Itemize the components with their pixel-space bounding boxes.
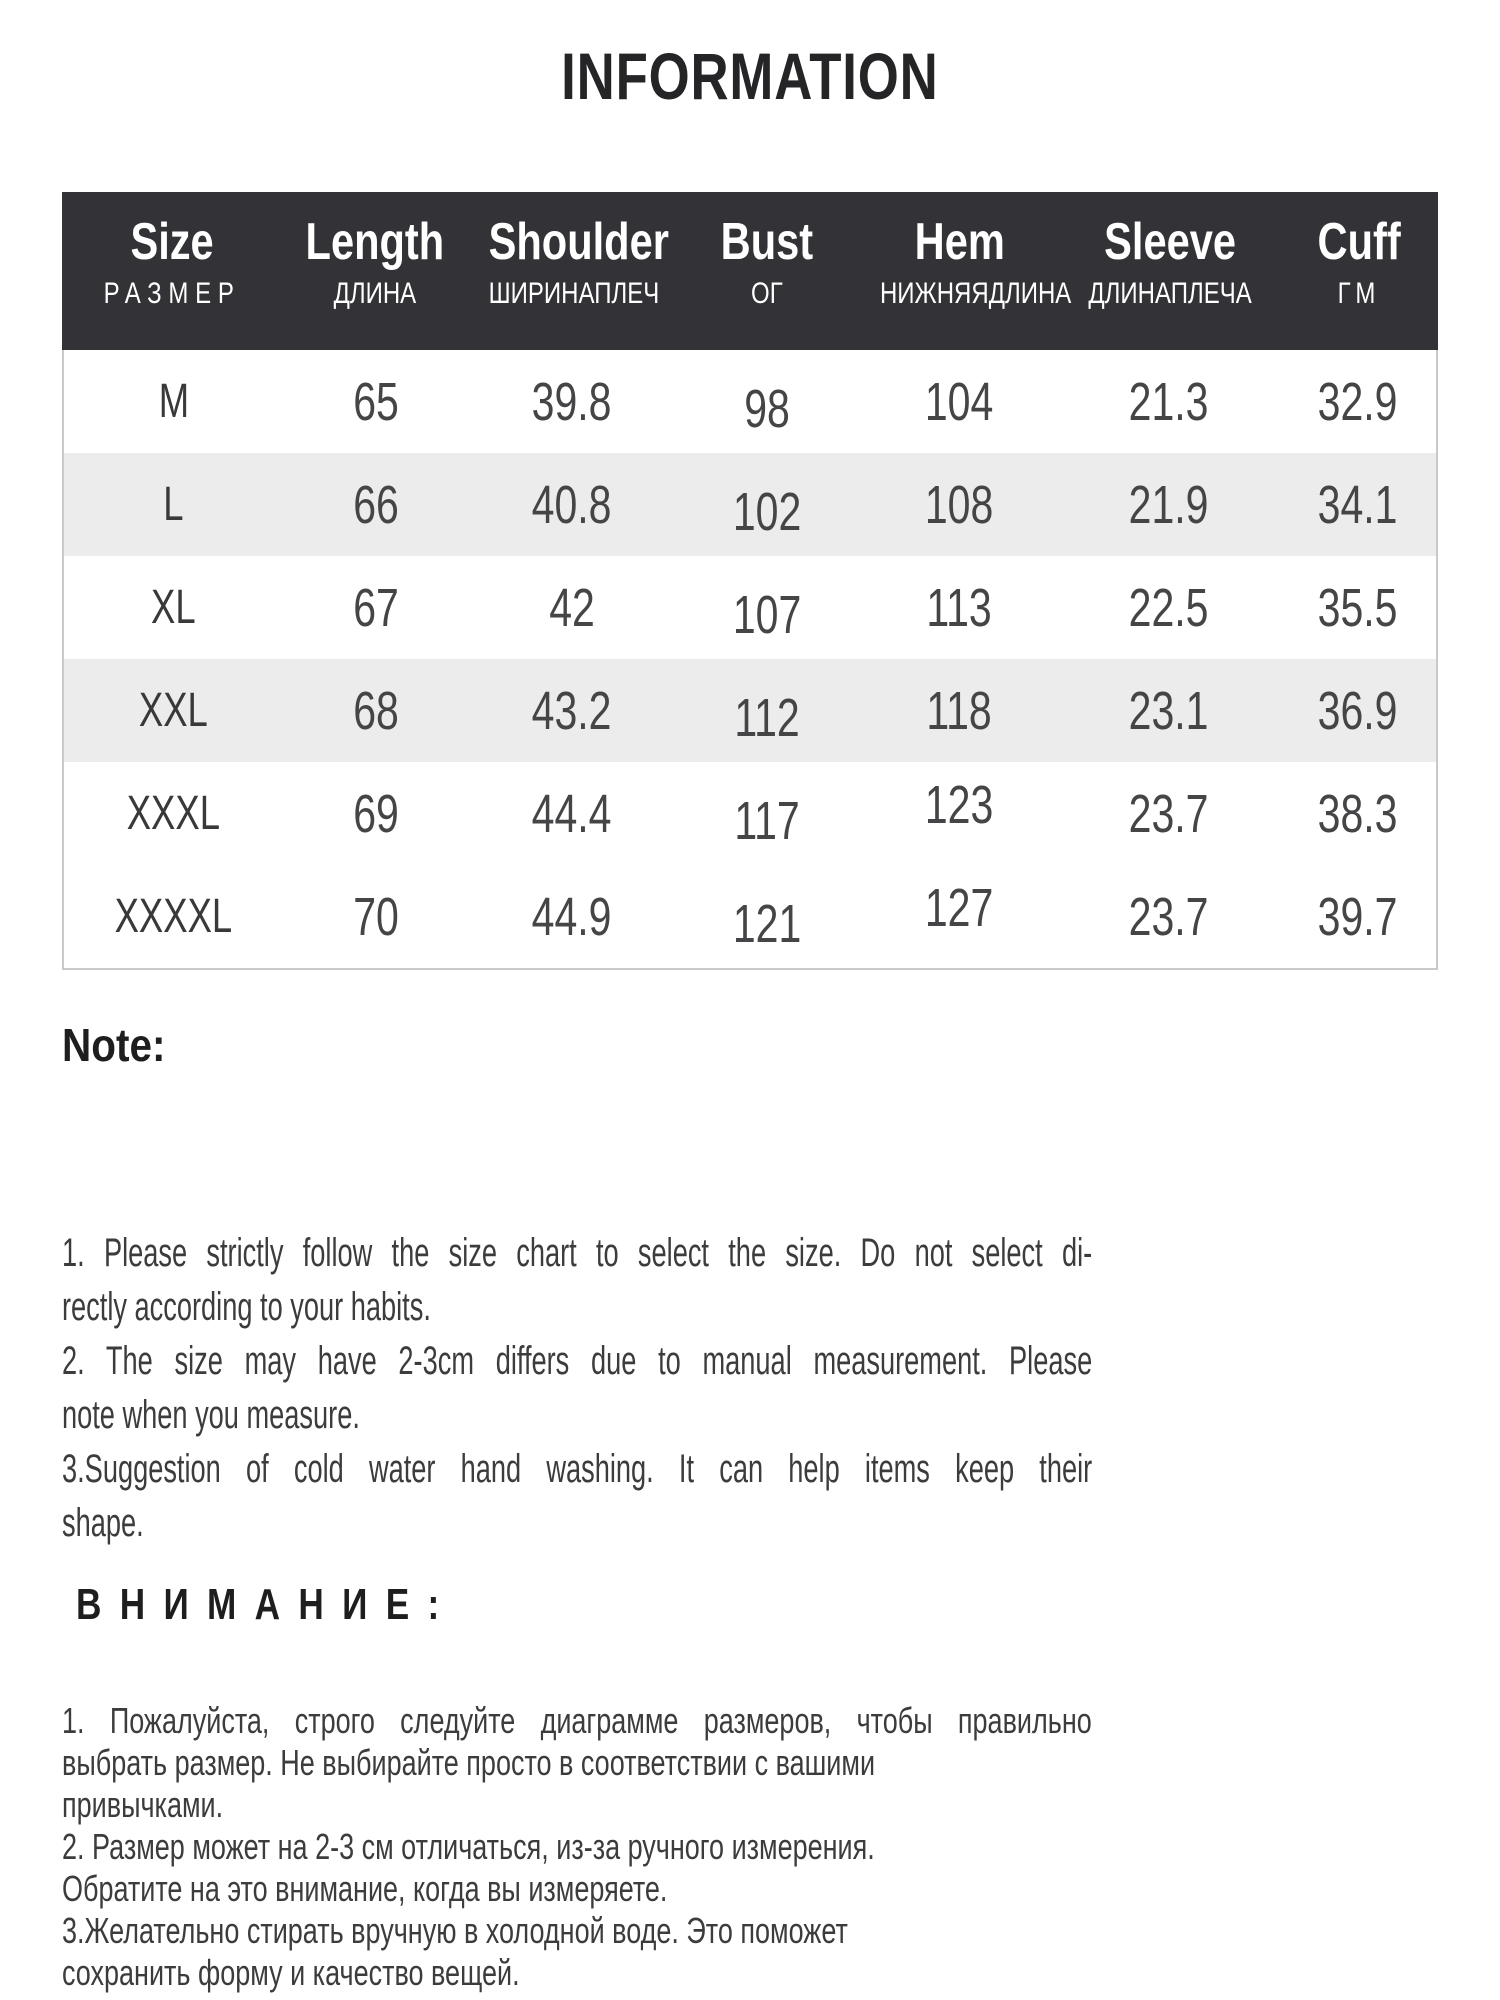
value-cell bbox=[1059, 577, 1279, 639]
value-cell bbox=[469, 474, 675, 536]
value-cell bbox=[469, 680, 675, 742]
column-label-ru: ШИРИНАПЛЕЧ bbox=[488, 277, 660, 310]
cell-value: 21.3 bbox=[1128, 371, 1209, 432]
text-line: 2. The size may have 2-3cm differs due to manual measurement. Please bbox=[62, 1339, 1093, 1383]
value-cell bbox=[284, 474, 469, 536]
cell-value: M bbox=[158, 375, 189, 428]
cell-value: 104 bbox=[924, 371, 994, 432]
value-cell bbox=[675, 886, 860, 954]
attention-paragraph bbox=[62, 1700, 1092, 1994]
value-cell bbox=[469, 886, 675, 948]
size-cell bbox=[64, 786, 284, 841]
cell-value: 113 bbox=[926, 577, 992, 638]
text-line: shape. bbox=[62, 1501, 144, 1545]
cell-value: 42 bbox=[548, 577, 595, 638]
value-cell bbox=[1059, 783, 1279, 845]
text-line: 1. Please strictly follow the size chart to select the size. Do not select di- bbox=[62, 1231, 1093, 1275]
value-cell bbox=[675, 680, 860, 748]
column-header-length bbox=[282, 212, 468, 350]
attention-heading: ВНИМАНИЕ: bbox=[76, 1580, 458, 1629]
size-cell bbox=[64, 374, 284, 429]
value-cell bbox=[284, 783, 469, 845]
page-title: INFORMATION bbox=[561, 39, 939, 113]
text-line: 3.Желательно стирать вручную в холодной воде. Это поможет bbox=[62, 1910, 848, 1951]
value-cell bbox=[675, 474, 860, 542]
text-line: Обратите на это внимание, когда вы измеряете. bbox=[62, 1868, 668, 1909]
cell-value: 118 bbox=[926, 680, 992, 741]
cell-value: 108 bbox=[924, 474, 994, 535]
cell-value: 69 bbox=[353, 783, 399, 844]
cell-value: 68 bbox=[353, 680, 399, 741]
column-label-en: Size bbox=[130, 213, 214, 271]
table-row bbox=[64, 659, 1436, 762]
value-cell bbox=[1278, 577, 1436, 639]
cell-value: 127 bbox=[924, 877, 994, 938]
table-row bbox=[64, 762, 1436, 865]
value-cell bbox=[675, 371, 860, 439]
value-cell bbox=[1278, 371, 1436, 433]
value-cell bbox=[469, 371, 675, 433]
cell-value: 36.9 bbox=[1317, 680, 1398, 741]
cell-value: 23.1 bbox=[1128, 680, 1209, 741]
text-line: 1. Пожалуйста, строго следуйте диаграмме размеров, чтобы правильно bbox=[62, 1700, 1092, 1741]
text-line: 3.Suggestion of cold water hand washing. It can help items keep their bbox=[62, 1447, 1093, 1491]
value-cell bbox=[284, 577, 469, 639]
size-cell bbox=[64, 477, 284, 532]
cell-value: 123 bbox=[924, 774, 994, 835]
value-cell bbox=[675, 783, 860, 851]
cell-value: 21.9 bbox=[1128, 474, 1209, 535]
cell-value: 121 bbox=[732, 893, 802, 954]
value-cell bbox=[469, 577, 675, 639]
value-cell bbox=[1059, 680, 1279, 742]
column-label-ru: РАЗМЕР bbox=[103, 277, 241, 310]
cell-value: 65 bbox=[353, 371, 399, 432]
value-cell bbox=[860, 474, 1059, 536]
size-cell bbox=[64, 683, 284, 738]
cell-value: 70 bbox=[353, 886, 399, 947]
value-cell bbox=[1278, 783, 1436, 845]
cell-value: 38.3 bbox=[1317, 783, 1398, 844]
note-heading: Note: bbox=[62, 1019, 166, 1071]
cell-value: 98 bbox=[744, 378, 790, 439]
cell-value: L bbox=[163, 478, 184, 531]
table-row bbox=[64, 865, 1436, 968]
cell-value: 107 bbox=[732, 584, 802, 645]
value-cell bbox=[1278, 886, 1436, 948]
column-header-shoulder bbox=[468, 212, 674, 350]
column-header-size bbox=[62, 212, 282, 350]
column-label-ru: ДЛИНАПЛЕЧА bbox=[1087, 277, 1252, 310]
value-cell bbox=[1059, 371, 1279, 433]
value-cell bbox=[284, 371, 469, 433]
note-paragraph bbox=[62, 1226, 1092, 1550]
cell-value: 67 bbox=[353, 577, 399, 638]
value-cell bbox=[1059, 886, 1279, 948]
value-cell bbox=[284, 886, 469, 948]
table-row bbox=[64, 453, 1436, 556]
text-line: выбрать размер. Не выбирайте просто в соответствии с вашими bbox=[62, 1742, 876, 1783]
column-label-ru: ГМ bbox=[1337, 277, 1381, 310]
value-cell bbox=[860, 877, 1059, 948]
cell-value: 22.5 bbox=[1128, 577, 1209, 638]
cell-value: 32.9 bbox=[1317, 371, 1398, 432]
text-line: сохранить форму и качество вещей. bbox=[62, 1952, 520, 1993]
column-label-en: Shoulder bbox=[488, 213, 669, 271]
value-cell bbox=[1278, 680, 1436, 742]
cell-value: 39.7 bbox=[1317, 886, 1398, 947]
text-line: привычками. bbox=[62, 1784, 224, 1825]
value-cell bbox=[675, 577, 860, 645]
column-label-en: Hem bbox=[914, 213, 1005, 271]
cell-value: XXL bbox=[139, 684, 209, 737]
cell-value: 117 bbox=[734, 790, 800, 851]
value-cell bbox=[860, 371, 1059, 433]
column-label-ru: ОГ bbox=[751, 277, 784, 310]
value-cell bbox=[469, 783, 675, 845]
size-cell bbox=[64, 580, 284, 635]
column-header-sleeve bbox=[1060, 212, 1280, 350]
column-label-ru: ДЛИНА bbox=[333, 277, 417, 310]
column-label-en: Bust bbox=[720, 213, 814, 271]
table-row bbox=[64, 350, 1436, 453]
value-cell bbox=[1059, 474, 1279, 536]
value-cell bbox=[860, 774, 1059, 845]
cell-value: 23.7 bbox=[1128, 783, 1209, 844]
cell-value: 43.2 bbox=[531, 680, 612, 741]
cell-value: XL bbox=[151, 581, 197, 634]
size-cell bbox=[64, 889, 284, 944]
cell-value: 39.8 bbox=[531, 371, 612, 432]
column-label-ru: НИЖНЯЯДЛИНА bbox=[879, 277, 1072, 310]
size-table-header bbox=[62, 192, 1438, 350]
column-header-hem bbox=[860, 212, 1072, 350]
value-cell bbox=[860, 577, 1059, 639]
size-table bbox=[62, 192, 1438, 970]
cell-value: 66 bbox=[353, 474, 399, 535]
column-header-bust bbox=[674, 212, 860, 350]
table-row bbox=[64, 556, 1436, 659]
value-cell bbox=[284, 680, 469, 742]
cell-value: 23.7 bbox=[1128, 886, 1209, 947]
text-line: note when you measure. bbox=[62, 1393, 360, 1437]
column-label-en: Length bbox=[305, 213, 445, 271]
cell-value: 34.1 bbox=[1317, 474, 1398, 535]
cell-value: 44.9 bbox=[531, 886, 612, 947]
cell-value: 44.4 bbox=[531, 783, 612, 844]
column-label-en: Sleeve bbox=[1103, 213, 1236, 271]
text-line: 2. Размер может на 2-3 см отличаться, из-за ручного измерения. bbox=[62, 1826, 875, 1867]
page-title-wrap bbox=[0, 38, 1500, 114]
cell-value: 112 bbox=[734, 687, 800, 748]
cell-value: 35.5 bbox=[1317, 577, 1398, 638]
cell-value: XXXXL bbox=[114, 890, 233, 943]
cell-value: 40.8 bbox=[531, 474, 612, 535]
value-cell bbox=[1278, 474, 1436, 536]
cell-value: XXXL bbox=[127, 787, 221, 840]
column-header-cuff bbox=[1280, 212, 1438, 350]
value-cell bbox=[860, 680, 1059, 742]
text-line: rectly according to your habits. bbox=[62, 1285, 431, 1329]
column-label-en: Cuff bbox=[1317, 213, 1401, 271]
cell-value: 102 bbox=[732, 481, 802, 542]
size-table-body bbox=[64, 350, 1436, 968]
